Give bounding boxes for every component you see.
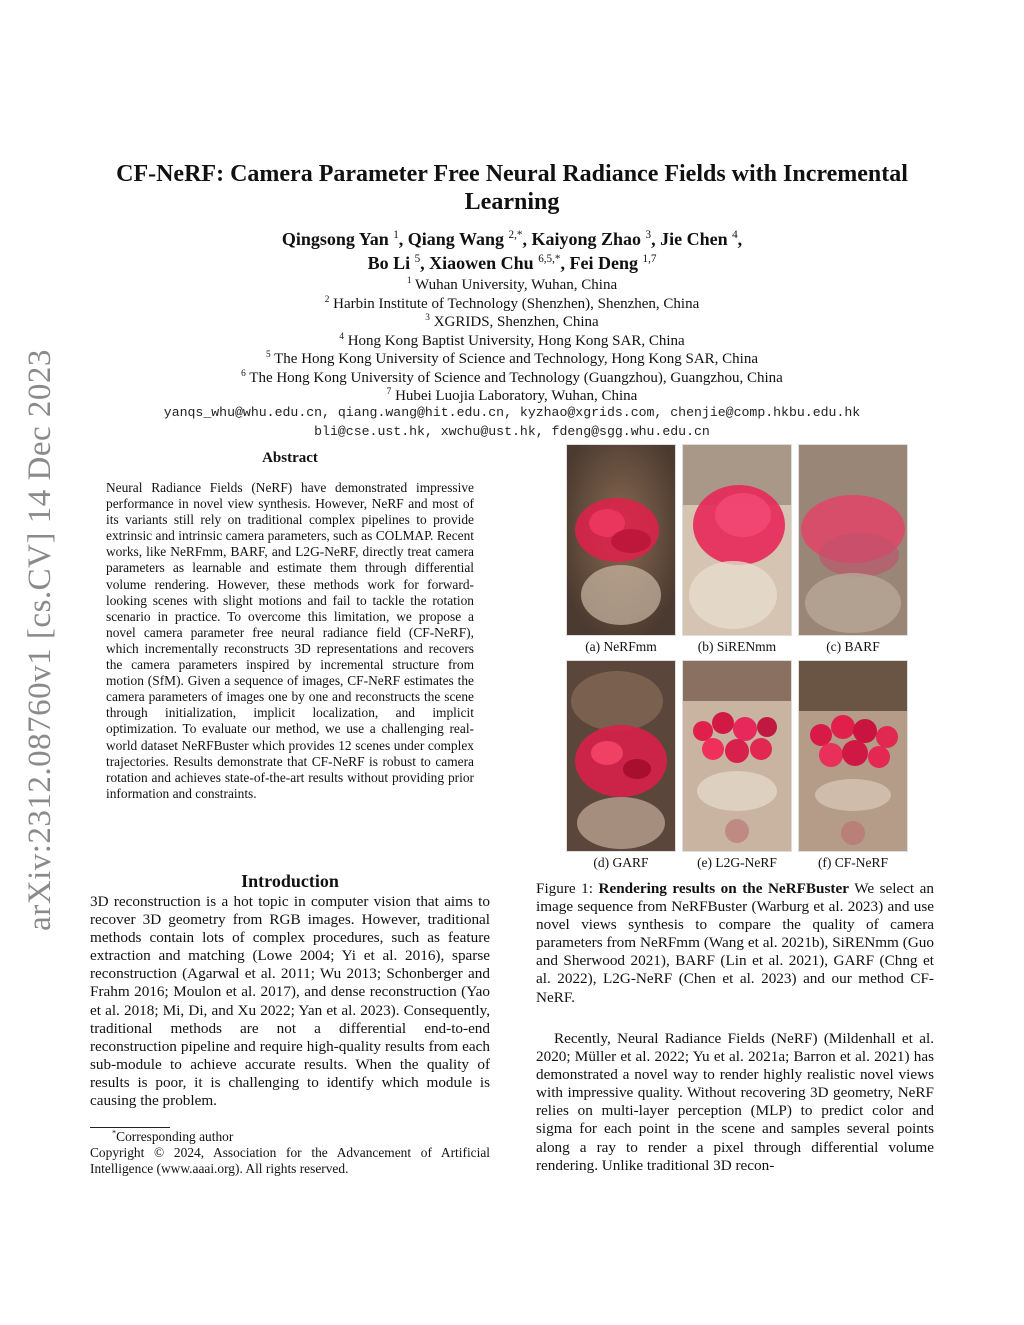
email-line: bli@cse.ust.hk, xwchu@ust.hk, fdeng@sgg.whu.edu.cn <box>314 424 710 439</box>
subfigure-caption: (c) BARF <box>826 639 880 654</box>
author-name: Bo Li <box>367 253 411 273</box>
subfigure-cf-nerf <box>798 660 908 871</box>
affiliation-item: $^2$ Harbin Institute of Technology (Shenzhen), Shenzhen, China <box>324 294 700 312</box>
introduction-text: 3D reconstruction is a hot topic in computer vision that aims to recover 3D geometry from RGB images. However, traditional methods contain lots of complex procedures, such as feature extraction and matching (Lowe 2004; Yi et al. 2016), sparse reconstruction (Agarwal et al. 2011; Wu 2013; Schonberger and Frahm 2016; Moulon et al. 2017), and dense reconstruction (Yao et al. 2018; Mi, Di, and Xu 2022; Yan et al. 2023). Consequently, traditional methods are not a differential end-to-end reconstruction pipeline and require high-quality results from each sub-module to achieve accurate results. When the quality of results is poor, it is challenging to identify which module is causing the problem. <box>90 893 490 1110</box>
footnote <box>90 1129 490 1177</box>
affiliation-item: $^1$ Wuhan University, Wuhan, China <box>406 276 618 293</box>
subfigure-caption: (f) CF-NeRF <box>817 855 889 870</box>
subfigure-caption: (d) GARF <box>593 855 649 870</box>
render-image <box>798 660 908 852</box>
abstract-text: Neural Radiance Fields (NeRF) have demonstrated impressive performance in novel view synthesis. However, NeRF and most of its variants still rely on traditional complex pipelines to provide extrinsic and intrinsic camera parameters, such as COLMAP. Recent works, like NeRFmm, BARF, and L2G-NeRF, directly treat camera parameters as learnable and estimate them through differential volume rendering. However, these methods work for forward-looking scenes with slight motions and fail to tackle the rotation scenario in practice. To overcome this limitation, we propose a novel camera parameter free neural radiance field (CF-NeRF), which incrementally reconstructs 3D representations and recovers the camera parameters inspired by incremental structure from motion (SfM). Given a sequence of images, CF-NeRF estimates the camera parameters of images one by one and reconstructs the scene through initialization, implicit localization, and implicit optimization. To evaluate our method, we use a challenging real-world dataset NeRFBuster which provides 12 scenes under complex trajectories. Results demonstrate that CF-NeRF is robust to camera rotation and achieves state-of-the-art results without providing prior information and constraints. <box>106 480 474 801</box>
author-line-2: Bo Li $^5$, Xiaowen Chu $^{6,5,*}$, Fei Deng $^{1,7}$ <box>367 253 657 273</box>
author-list <box>100 227 924 275</box>
render-image <box>798 444 908 636</box>
figure-1-caption: Figure 1: Rendering results on the NeRFBuster We select an image sequence from NeRFBuster (Warburg et al. 2023) and use novel views synthesis to compare the quality of camera parameters from NeRFmm (Wang et al. 2021b), SiRENmm (Guo and Sherwood 2021), BARF (Lin et al. 2021), GARF (Chng et al. 2022), L2G-NeRF (Chen et al. 2023) and our method CF-NeRF. <box>536 880 935 1006</box>
subfigure-sirenmm <box>682 444 792 655</box>
subfigure-garf <box>566 660 676 871</box>
author-line-1: Qingsong Yan $^1$, Qiang Wang $^{2,*}$, Kaiyong Zhao $^3$, Jie Chen $^4$, <box>281 229 743 249</box>
affiliation-item: $^4$ Hong Kong Baptist University, Hong Kong SAR, China <box>339 331 685 349</box>
author-name: Jie Chen <box>660 229 728 249</box>
email-list <box>100 403 924 441</box>
render-image <box>682 444 792 636</box>
author-name: Qiang Wang <box>407 229 505 249</box>
author-name: Fei Deng <box>569 253 638 273</box>
subfigure-caption: (b) SiRENmm <box>697 639 777 654</box>
right-column-paragraph: Recently, Neural Radiance Fields (NeRF) (Mildenhall et al. 2020; Müller et al. 2022; Yu et al. 2021a; Barron et al. 2021) has demonstrated a novel way to render highly realistic novel views with impressive quality. Without recovering 3D geometry, NeRF relies on multi-layer perception (MLP) to predict color and sigma for each point in the scene and samples several points along a ray to render a pixel through differential volume rendering. Unlike traditional 3D recon- <box>536 1030 934 1174</box>
author-name: Kaiyong Zhao <box>531 229 641 249</box>
email-line: yanqs_whu@whu.edu.cn, qiang.wang@hit.edu.cn, kyzhao@xgrids.com, chenjie@comp.hkbu.edu.hk <box>163 405 861 420</box>
subfigure-barf <box>798 444 908 655</box>
author-name: Xiaowen Chu <box>429 253 534 273</box>
figure-1 <box>560 444 920 886</box>
subfigure-l2g-nerf <box>682 660 792 871</box>
render-image <box>566 444 676 636</box>
affiliation-item: $^3$ XGRIDS, Shenzhen, China <box>425 313 599 330</box>
render-image <box>566 660 676 852</box>
affiliation-item: $^5$ The Hong Kong University of Science and Technology, Hong Kong SAR, China <box>265 350 759 367</box>
subfigure-caption: (a) NeRFmm <box>585 639 657 654</box>
render-image <box>682 660 792 852</box>
corresponding-author-note: *Corresponding author <box>112 1128 234 1144</box>
author-name: Qingsong Yan <box>281 229 389 249</box>
introduction-heading: Introduction <box>241 871 339 891</box>
subfigure-caption: (e) L2G-NeRF <box>697 855 777 870</box>
affiliation-list <box>100 276 924 406</box>
copyright-note: Copyright © 2024, Association for the Advancement of Artificial Intelligence (www.aaai.org). All rights reserved. <box>90 1145 490 1176</box>
paper-title: CF-NeRF: Camera Parameter Free Neural Radiance Fields with Incremental Learning <box>116 161 908 215</box>
arxiv-sidebar-stamp: arXiv:2312.08760v1 [cs.CV] 14 Dec 2023 <box>22 349 58 931</box>
subfigure-nerfmm <box>566 444 676 655</box>
affiliation-item: $^7$ Hubei Luojia Laboratory, Wuhan, China <box>386 387 638 404</box>
abstract-heading: Abstract <box>262 450 318 466</box>
footnote-divider <box>90 1127 170 1128</box>
affiliation-item: $^6$ The Hong Kong University of Science and Technology (Guangzhou), Guangzhou, China <box>241 368 783 386</box>
